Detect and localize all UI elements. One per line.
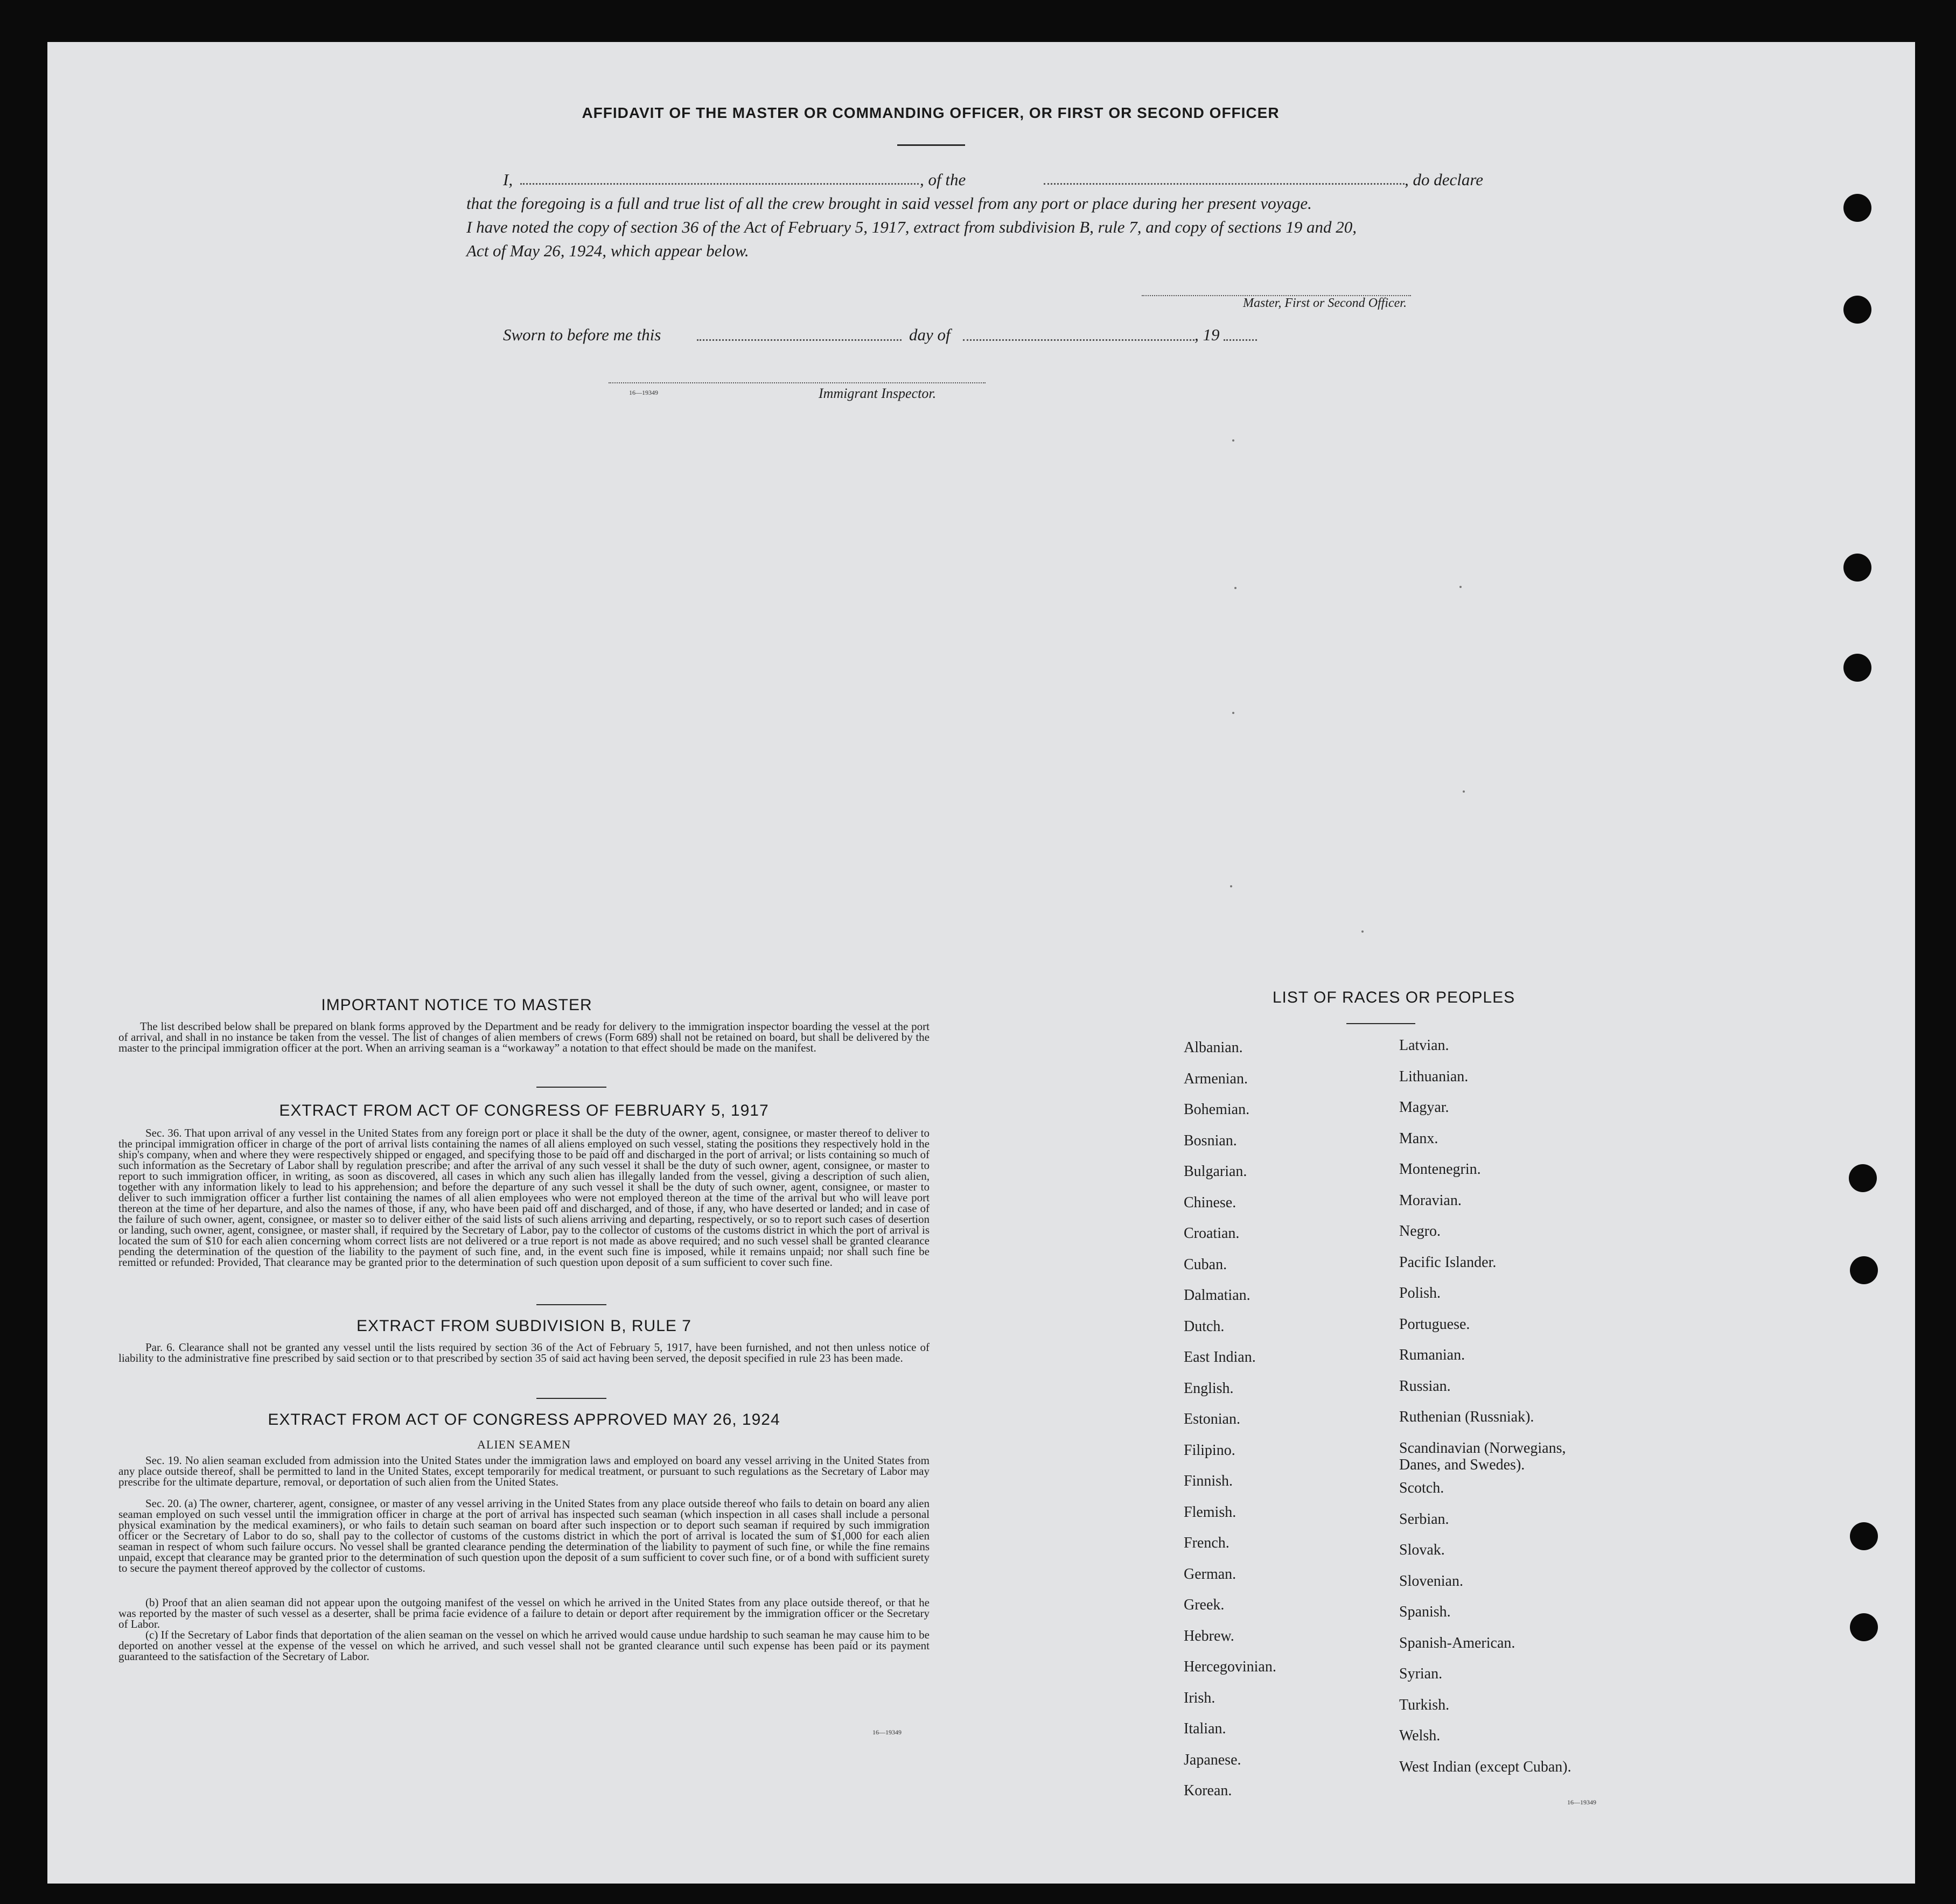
race-item: Polish. [1399,1285,1441,1301]
affidavit-form-code: 16—19349 [629,389,658,396]
subdivision-rule [536,1398,606,1399]
scan-speck [1234,587,1237,589]
race-item: Finnish. [1184,1473,1233,1489]
notice-rule [536,1087,606,1088]
inspector-label: Immigrant Inspector. [819,386,937,401]
race-item: Scotch. [1399,1480,1444,1496]
races-rule [1346,1023,1415,1024]
race-item: Spanish-American. [1399,1634,1515,1651]
race-item: Montenegrin. [1399,1161,1481,1178]
race-item: Dutch. [1184,1318,1225,1335]
race-item: Slovenian. [1399,1572,1463,1590]
race-item: Manx. [1399,1130,1438,1147]
race-item: Latvian. [1399,1037,1449,1054]
affidavit-title: AFFIDAVIT OF THE MASTER OR COMMANDING OFFICER, OR FIRST OR SECOND OFFICER [582,104,1280,121]
scan-speck [1361,930,1364,933]
races-form-code: 16—19349 [1567,1798,1596,1806]
binder-hole [1843,194,1871,222]
race-item: Welsh. [1399,1727,1441,1744]
binder-hole [1850,1613,1878,1641]
race-item: Italian. [1184,1720,1226,1737]
race-item: Ruthenian (Russniak). [1399,1409,1534,1425]
scan-speck [1232,712,1234,714]
alien-seamen-heading: ALIEN SEAMEN [477,1438,571,1451]
race-item: Magyar. [1399,1099,1449,1116]
race-item: Greek. [1184,1597,1225,1613]
race-item: German. [1184,1565,1237,1583]
race-item: Cuban. [1184,1256,1227,1273]
subdivision-title: EXTRACT FROM SUBDIVISION B, RULE 7 [357,1317,691,1335]
subdivision-text: Par. 6. Clearance shall not be granted any vessel until the lists required by section 36 of the Act of February 5, 1917, have been furnished, and not then unless notice of liability to the administrative fine prescribed by said section or to that prescribed by section 35 of said act having been served, the deposit specified in rule 23 has been made. [118,1341,930,1364]
sworn-text: Sworn to before me this [503,325,661,344]
year-blank [1224,339,1257,341]
extract-1917-rule [536,1304,606,1305]
notice-text: The list described below shall be prepared on blank forms approved by the Department and be ready for delivery to the immigration inspector boarding the vessel at the port of arrival, and shall in no instance be taken from the vessel. The list of changes of alien members of crews (Form 689) shall not be retained on board, but shall be delivered by the master to the principal immigration officer at the port. When an arriving seaman is a “workaway” a notation to that effect should be made on the manifest. [118,1020,930,1054]
sec20c-text: (c) If the Secretary of Labor finds that deportation of the alien seaman on the vessel on which he arrived would cause undue hardship to such seaman he may cause him to be deported on another vessel at the expense of the vessel on which he arrived, and such vessel shall not be granted clearance until such expense has been paid or its payment guaranteed to the satisfaction of the Secretary of Labor. [118,1628,930,1663]
race-item: Croatian. [1184,1225,1240,1242]
scan-speck [1463,790,1465,793]
document-page [47,42,1915,1884]
race-item: Korean. [1184,1782,1232,1799]
sec20a-text: Sec. 20. (a) The owner, charterer, agent, consignee, or master of any vessel arriving in the United States from any place outside thereof who fails to detain on board any alien seaman employed on such vessel until the immigration officer in charge at the port of arrival has inspected such seaman (which inspection in all cases shall include a personal physical examination by the medical examiners), or who fails to detain such seaman on board after such inspection or to deport such seaman if required by such immigration officer or the Secretary of Labor to do so, shall pay to the collector of customs of the customs district in which the port of arrival is located the sum of $1,000 for each alien seaman in respect of whom such failure occurs. No vessel shall be granted clearance pending the determination of the liability to payment of such fine, or while the fine remains unpaid, except that clearance may be granted prior to the determination of such question upon the deposit of a sum sufficient to cover such fine, or of a bond with sufficient surety to secure the payment thereof approved by the collector of customs. [118,1497,930,1574]
race-item: Rumanian. [1399,1347,1465,1363]
race-item: Chinese. [1184,1194,1237,1211]
binder-hole [1843,296,1871,324]
binder-hole [1850,1522,1878,1550]
race-item: Hebrew. [1184,1627,1234,1644]
sec19-text: Sec. 19. No alien seaman excluded from admission into the United States under the immigration laws and employed on board any vessel arriving in the United States from any place outside thereof, shall be permitted to land in the United States, except temporarily for medical treatment, or pursuant to such regulations as the Secretary of Labor may prescribe for the ultimate departure, removal, or deportation of such alien from the United States. [118,1454,930,1488]
race-item: West Indian (except Cuban). [1399,1758,1571,1775]
races-title: LIST OF RACES OR PEOPLES [1272,989,1515,1006]
race-item: Scandinavian (Norwegians, Danes, and Swedes). [1399,1439,1566,1473]
binder-hole [1849,1164,1877,1192]
vessel-blank [1044,183,1405,185]
race-item: East Indian. [1184,1349,1256,1366]
extract-1924-title: EXTRACT FROM ACT OF CONGRESS APPROVED MAY 26, 1924 [268,1411,780,1429]
extract-form-code: 16—19349 [872,1728,902,1736]
affidavit-declare: , do declare [1405,170,1484,189]
race-item: Lithuanian. [1399,1068,1469,1085]
race-item: Irish. [1184,1689,1215,1706]
sworn-day-blank [697,339,902,341]
race-item: Dalmatian. [1184,1287,1251,1304]
affidavit-line-3: I have noted the copy of section 36 of the Act of February 5, 1917, extract from subdivision B, rule 7, and copy of sections 19 and 20, [466,218,1357,236]
extract-1917-title: EXTRACT FROM ACT OF CONGRESS OF FEBRUARY 5, 1917 [279,1102,769,1119]
binder-hole [1843,654,1871,682]
race-item: Slovak. [1399,1542,1445,1558]
race-item: Bohemian. [1184,1101,1250,1118]
day-of-text: day of [909,325,951,344]
race-item: Serbian. [1399,1510,1449,1528]
scan-speck [1459,586,1462,588]
scan-speck [1232,439,1234,442]
race-item: Bosnian. [1184,1132,1237,1149]
race-item: Spanish. [1399,1604,1451,1620]
race-item: Negro. [1399,1223,1441,1240]
inspector-blank [609,382,986,383]
affidavit-line-4: Act of May 26, 1924, which appear below. [466,241,749,260]
signature-label: Master, First or Second Officer. [1243,296,1407,310]
extract-1917-text: Sec. 36. That upon arrival of any vessel in the United States from any foreign port or place it shall be the duty of the owner, agent, consignee, or master thereof to deliver to the principal immigration officer in charge of the port of arrival lists containing the names of all aliens employed on such vessel, stating the positions they respectively hold in the ship's company, when and where they were respectively shipped or engaged, and specifying those to be paid off and discharged in the port of arrival; or lists containing so much of such information as the Secretary of Labor shall by regulation prescribe; and after the arrival of any such vessel it shall be the duty of such owner, agent, consignee, or master to report to such immigration officer, in writing, as soon as discovered, all cases in which any such alien has illegally landed from the vessel, giving a description of such alien, together with any information likely to lead to his apprehension; and before the departure of any such vessel it shall be the duty of such owner, agent, consignee, or master to deliver to such immigration officer a further list containing the names of all alien employees who were not employed thereon at the time of the arrival but who will leave port thereon at the time of her departure, and also the names of those, if any, who have been paid off and discharged, and of those, if any, who have deserted or landed; and in case of the failure of such owner, agent, consignee, or master so to deliver either of the said lists of such aliens arriving and departing, respectively, or so to report such cases of desertion or landing, such owner, agent, consignee, or master shall, if required by the Secretary of Labor, pay to the collector of customs of the customs district in which the port of arrival is located the sum of $10 for each alien concerning whom correct lists are not delivered or a true report is not made as above required; and no such vessel shall be granted clearance pending the determination of the question of the liability to the payment of such fine, and, in the event such fine is imposed, while it remains unpaid; nor shall such fine be remitted or refunded: Provided, That clearance may be granted prior to the determination of such question upon deposit of a sum sufficient to cover such fine. [118,1126,930,1269]
race-item: Filipino. [1184,1441,1235,1459]
race-item: Pacific Islander. [1399,1254,1497,1271]
year-text: , 19 [1194,325,1220,344]
race-item: French. [1184,1535,1230,1551]
race-item: Armenian. [1184,1070,1248,1087]
sworn-month-blank [963,339,1194,341]
affidavit-line-2: that the foregoing is a full and true list of all the crew brought in said vessel from any port or place during her present voyage. [466,194,1312,213]
name-blank [520,183,919,185]
race-item: Moravian. [1399,1192,1462,1209]
notice-title: IMPORTANT NOTICE TO MASTER [321,996,592,1014]
sec20b-text: (b) Proof that an alien seaman did not appear upon the outgoing manifest of the vessel on which he arrived in the United States from any place outside thereof, or that he was reported by the master of such vessel as a deserter, shall be prima facie evidence of a failure to detain or deport after requirement by the immigration officer or the Secretary of Labor. [118,1596,930,1630]
race-item: Turkish. [1399,1696,1450,1713]
affidavit-i: I, [503,170,513,189]
race-item: Portuguese. [1399,1315,1470,1333]
affidavit-of-the: , of the [920,170,966,189]
race-item: Estonian. [1184,1411,1240,1427]
race-item: English. [1184,1380,1234,1397]
race-item: Syrian. [1399,1665,1443,1682]
race-item: Russian. [1399,1377,1451,1395]
race-item: Albanian. [1184,1039,1243,1056]
binder-hole [1850,1256,1878,1284]
race-item: Japanese. [1184,1751,1241,1768]
race-item: Flemish. [1184,1503,1237,1521]
binder-hole [1843,554,1871,582]
affidavit-title-rule [897,144,965,146]
scan-speck [1230,885,1232,887]
race-item: Hercegovinian. [1184,1658,1276,1675]
race-item: Bulgarian. [1184,1163,1247,1180]
